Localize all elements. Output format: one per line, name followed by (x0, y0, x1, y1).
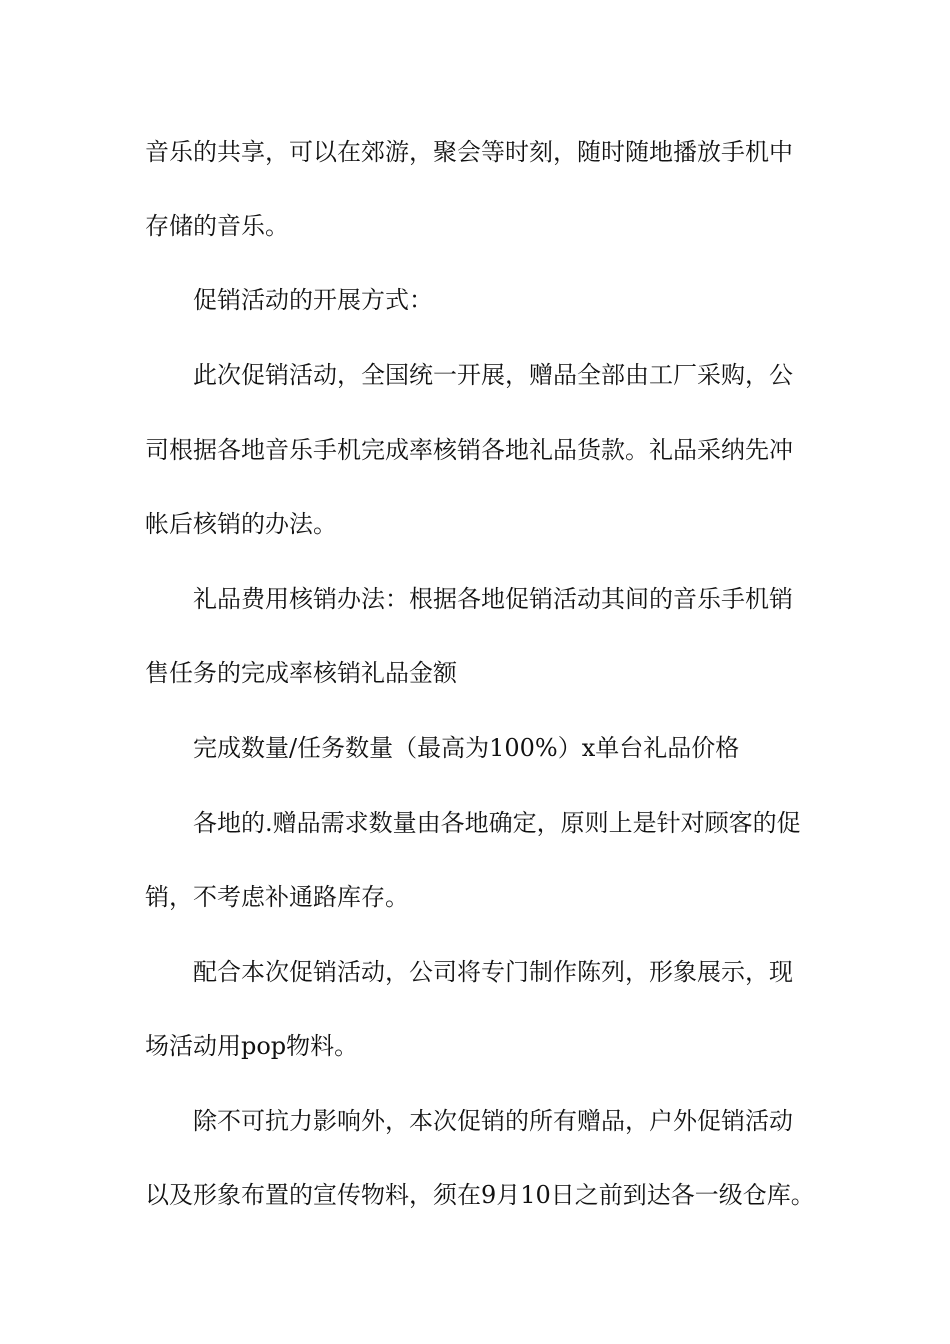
section-heading-promotion-method: 促销活动的开展方式： (193, 286, 433, 314)
paragraph-line-1: 音乐的共享，可以在郊游，聚会等时刻，随时随地播放手机中 (145, 138, 793, 166)
paragraph-line-13: 场活动用pop物料。 (145, 1032, 359, 1060)
paragraph-line-11: 销，不考虑补通路库存。 (145, 883, 409, 911)
paragraph-line-8: 售任务的完成率核销礼品金额 (145, 659, 457, 687)
paragraph-line-2: 存储的音乐。 (145, 212, 289, 240)
paragraph-line-15: 以及形象布置的宣传物料，须在9月10日之前到达各一级仓库。 (145, 1181, 815, 1209)
formula-line: 完成数量/任务数量（最高为100%）x单台礼品价格 (193, 734, 740, 762)
paragraph-line-6: 帐后核销的办法。 (145, 510, 337, 538)
paragraph-line-12: 配合本次促销活动，公司将专门制作陈列，形象展示，现 (193, 958, 793, 986)
paragraph-line-5: 司根据各地音乐手机完成率核销各地礼品货款。礼品采纳先冲 (145, 436, 793, 464)
paragraph-line-7: 礼品费用核销办法：根据各地促销活动其间的音乐手机销 (193, 585, 793, 613)
paragraph-line-14: 除不可抗力影响外，本次促销的所有赠品，户外促销活动 (193, 1107, 793, 1135)
paragraph-line-4: 此次促销活动，全国统一开展，赠品全部由工厂采购，公 (193, 361, 793, 389)
paragraph-line-10: 各地的.赠品需求数量由各地确定，原则上是针对顾客的促 (193, 809, 801, 837)
